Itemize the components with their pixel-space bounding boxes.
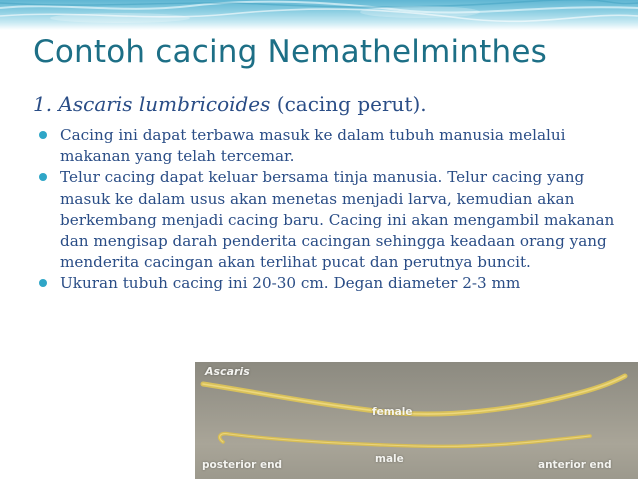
bullet-item	[37, 167, 617, 273]
bullet-text: Telur cacing dapat keluar bersama tinja manusia. Telur cacing yang masuk ke dalam usus akan menetas menjadi larva, kemudian akan berkembang menjadi cacing baru. Cacing ini akan mengambil makanan dan mengisap darah penderita cacingan sehingga keadaan orang yang menderita cacingan akan terlihat pucat dan perutnya buncit.	[60, 168, 615, 272]
subtitle-number: 1.	[33, 92, 53, 116]
photo-title-label: Ascaris	[205, 365, 250, 378]
ascaris-photo	[195, 362, 638, 479]
subtitle-common-name: (cacing perut).	[276, 92, 427, 116]
male-label: male	[375, 453, 404, 465]
bullet-dot-icon	[39, 173, 47, 181]
bullet-list	[37, 125, 617, 295]
bullet-dot-icon	[39, 279, 47, 287]
subtitle	[33, 92, 427, 116]
slide-title: Contoh cacing Nemathelminthes	[33, 34, 547, 70]
bullet-item	[37, 125, 617, 167]
bullet-text: Ukuran tubuh cacing ini 20-30 cm. Degan diameter 2-3 mm	[60, 274, 521, 293]
header-water-banner	[0, 0, 638, 30]
posterior-end-label: posterior end	[202, 459, 283, 471]
anterior-end-label: anterior end	[538, 459, 612, 471]
bullet-dot-icon	[39, 131, 47, 139]
bullet-text: Cacing ini dapat terbawa masuk ke dalam tubuh manusia melalui makanan yang telah tercemar.	[60, 126, 566, 166]
bullet-item	[37, 273, 617, 294]
subtitle-scientific-name: Ascaris lumbricoides	[58, 92, 271, 116]
female-label: female	[372, 406, 413, 418]
